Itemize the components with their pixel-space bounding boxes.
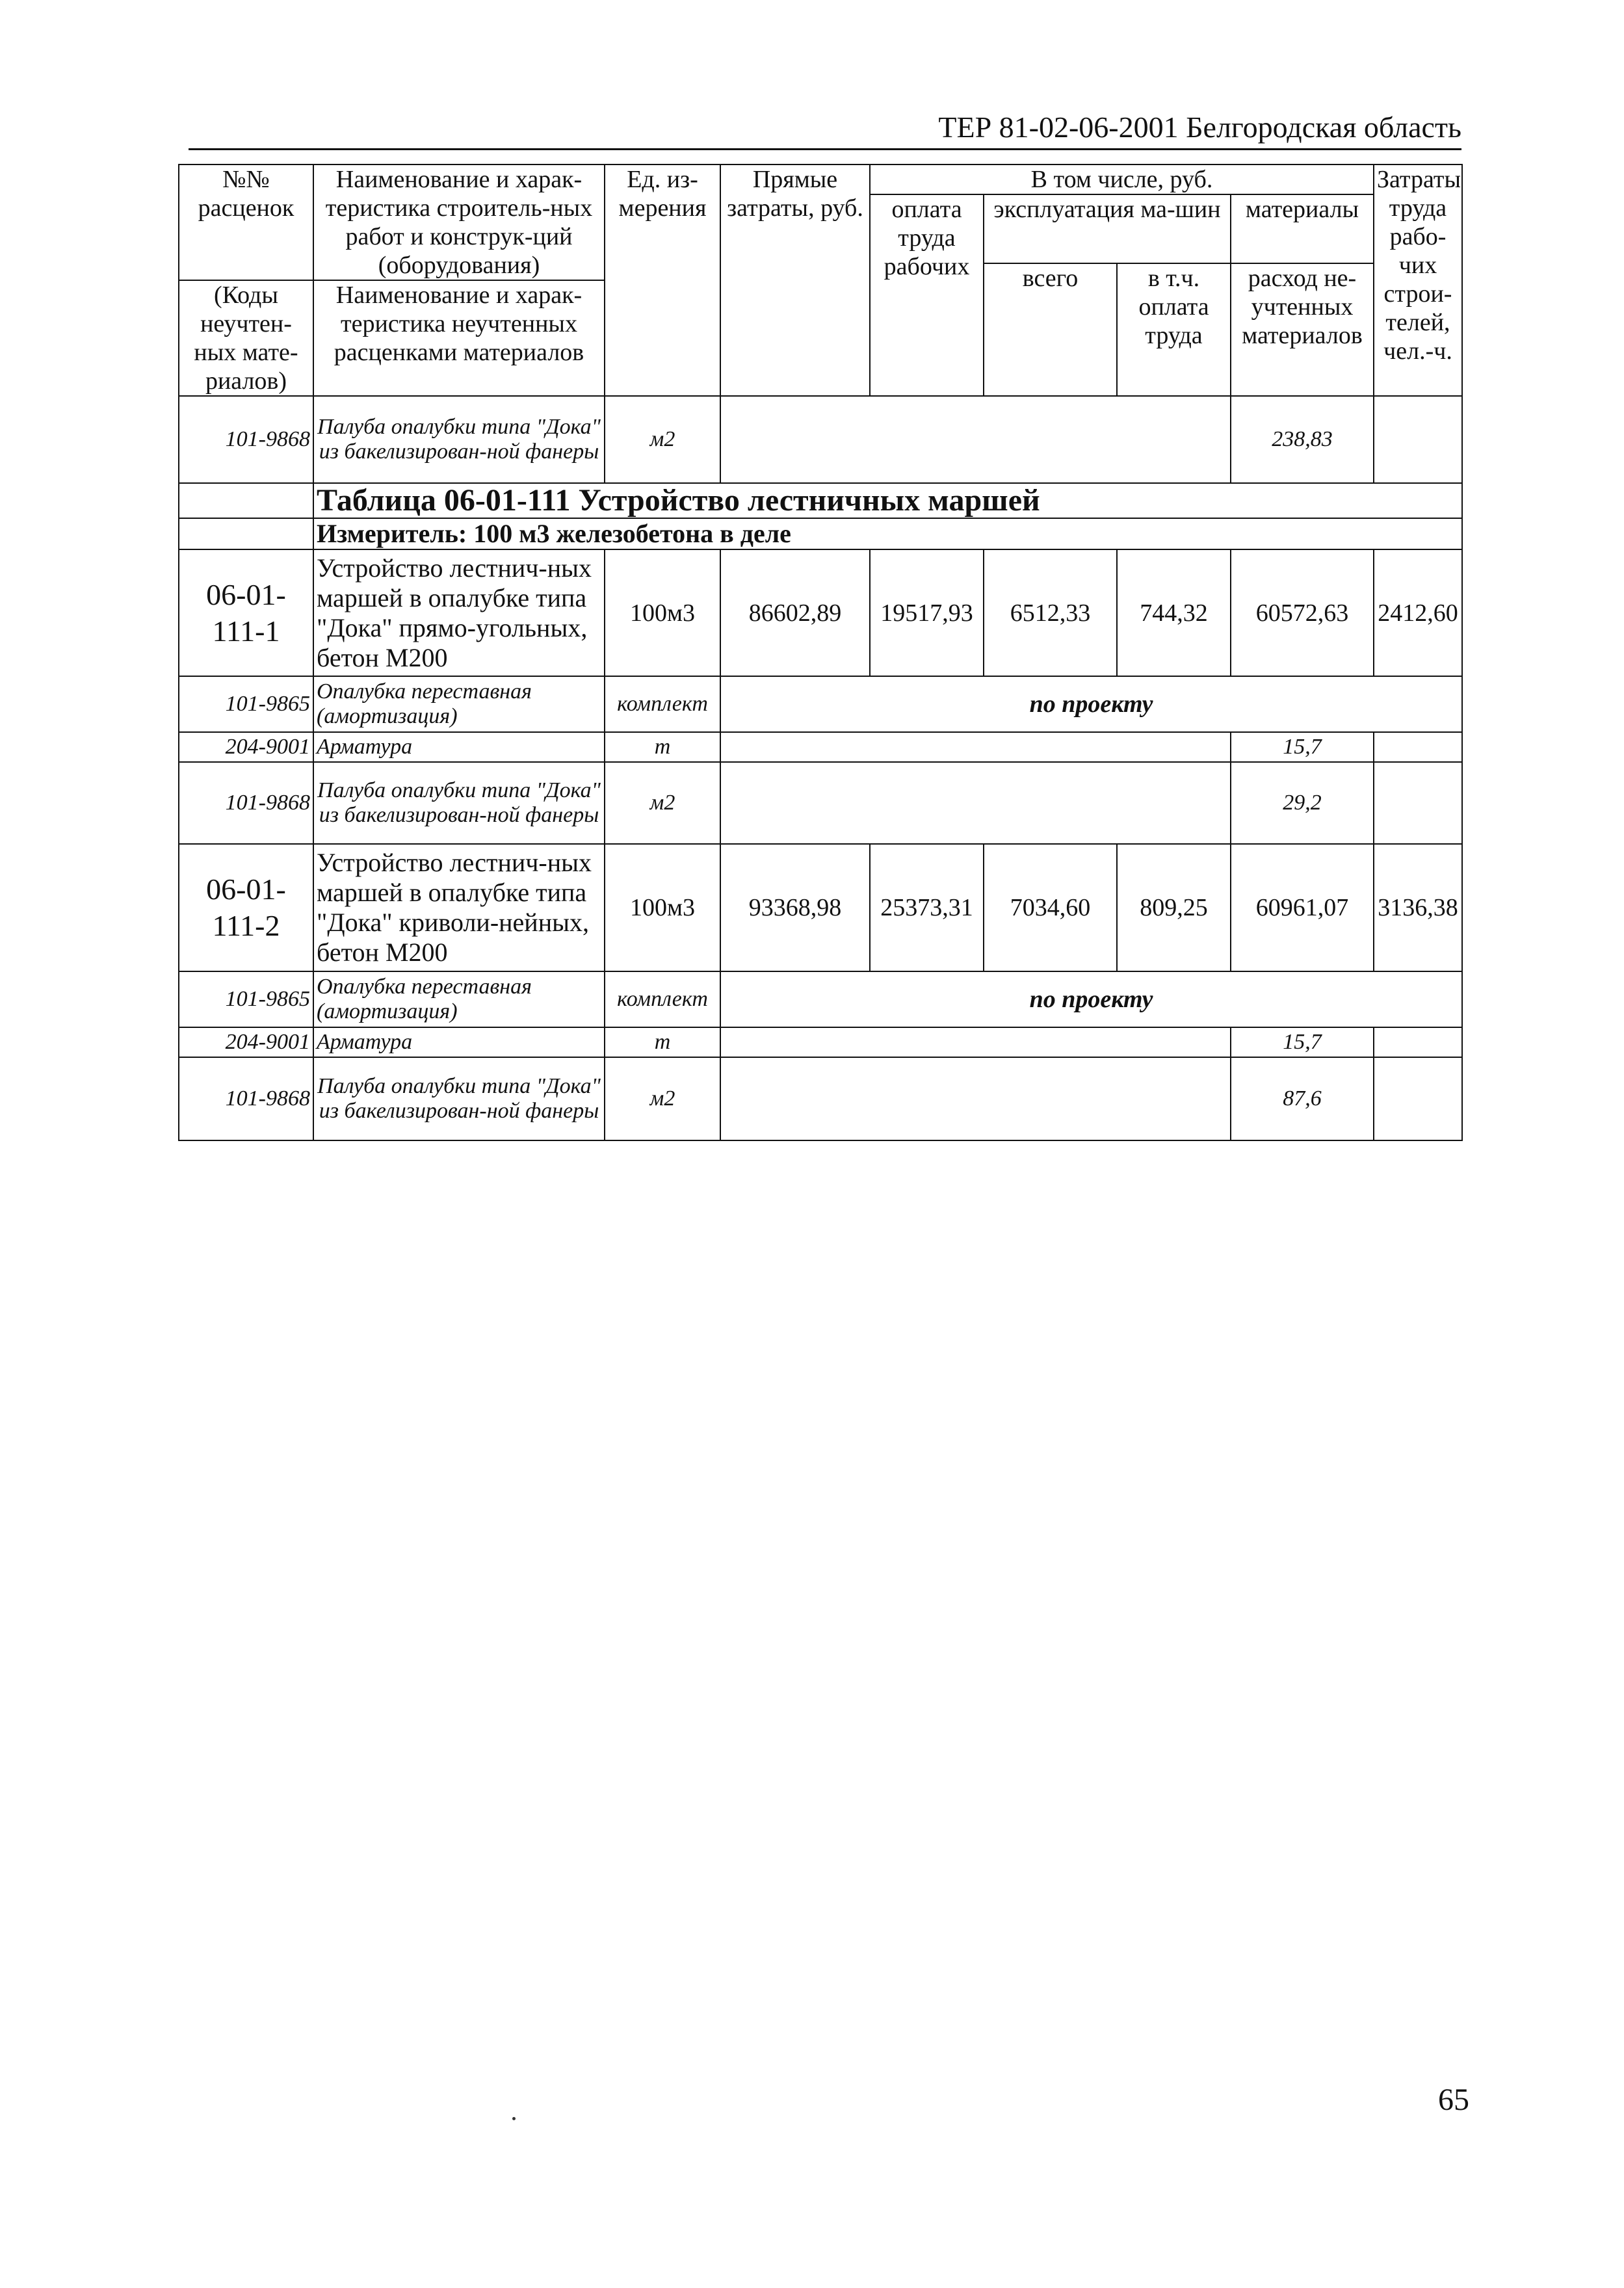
material-name: Палуба опалубки типа "Дока" из бакелизирован-ной фанеры	[313, 762, 605, 844]
material-quantity: 15,7	[1231, 1027, 1374, 1057]
material-quantity: по проекту	[720, 676, 1462, 732]
header-machines-wage: в т.ч. оплата труда	[1117, 263, 1231, 396]
scan-dot	[512, 2117, 516, 2120]
header-code: №№ расценок	[179, 164, 313, 280]
rate-name: Устройство лестнич-ных маршей в опалубке типа "Дока" криволи-нейных, бетон М200	[313, 844, 605, 971]
empty-cell	[1374, 1027, 1462, 1057]
header-name: Наименование и харак-теристика строитель-ных работ и конструк-ций (оборудования)	[313, 164, 605, 280]
material-unit: комплект	[605, 971, 720, 1027]
material-quantity: 238,83	[1231, 396, 1374, 483]
material-name: Опалубка переставная (амортизация)	[313, 676, 605, 732]
direct-costs: 93368,98	[720, 844, 870, 971]
header-including: В том числе, руб.	[870, 164, 1374, 194]
machines-total: 7034,60	[984, 844, 1117, 971]
material-name: Опалубка переставная (амортизация)	[313, 971, 605, 1027]
page-number: 65	[1438, 2083, 1469, 2117]
material-name: Палуба опалубки типа "Дока" из бакелизирован-ной фанеры	[313, 1057, 605, 1140]
header-wage: оплата труда рабочих	[870, 194, 984, 396]
direct-costs: 86602,89	[720, 549, 870, 676]
header-direct-costs: Прямые затраты, руб.	[720, 164, 870, 396]
table-row	[179, 844, 1462, 971]
material-code: 101-9865	[179, 971, 313, 1027]
table-meter: Измеритель: 100 м3 железобетона в деле	[313, 518, 1462, 549]
material-code: 101-9868	[179, 762, 313, 844]
material-quantity: 29,2	[1231, 762, 1374, 844]
material-code: 204-9001	[179, 732, 313, 762]
rate-code: 06-01-111-1	[179, 549, 313, 676]
material-unit: м2	[605, 396, 720, 483]
header-code-alt: (Коды неучтен-ных мате-риалов)	[179, 280, 313, 396]
materials: 60572,63	[1231, 549, 1374, 676]
material-unit: т	[605, 732, 720, 762]
header-machines-total: всего	[984, 263, 1117, 396]
machines-wage: 809,25	[1117, 844, 1231, 971]
material-unit: м2	[605, 762, 720, 844]
empty-cell	[720, 762, 1231, 844]
rates-table	[178, 164, 1463, 1141]
header-machines: эксплуатация ма-шин	[984, 194, 1231, 263]
header-rule	[189, 148, 1461, 150]
material-quantity: 87,6	[1231, 1057, 1374, 1140]
rate-unit: 100м3	[605, 844, 720, 971]
empty-cell	[720, 732, 1231, 762]
wage: 19517,93	[870, 549, 984, 676]
rate-name: Устройство лестнич-ных маршей в опалубке типа "Дока" прямо-угольных, бетон М200	[313, 549, 605, 676]
machines-wage: 744,32	[1117, 549, 1231, 676]
empty-cell	[1374, 396, 1462, 483]
empty-cell	[179, 483, 313, 518]
material-unit: м2	[605, 1057, 720, 1140]
header-unit: Ед. из-мерения	[605, 164, 720, 396]
material-name: Палуба опалубки типа "Дока" из бакелизирован-ной фанеры	[313, 396, 605, 483]
rate-unit: 100м3	[605, 549, 720, 676]
material-name: Арматура	[313, 732, 605, 762]
empty-cell	[1374, 762, 1462, 844]
empty-cell	[720, 396, 1231, 483]
header-labor: Затраты труда рабо-чих строи-телей, чел.-ч.	[1374, 164, 1462, 396]
empty-cell	[179, 518, 313, 549]
materials: 60961,07	[1231, 844, 1374, 971]
header-materials-alt: расход не-учтенных материалов	[1231, 263, 1374, 396]
empty-cell	[720, 1057, 1231, 1140]
header-materials: материалы	[1231, 194, 1374, 263]
page-header: ТЕР 81-02-06-2001 Белгородская область	[938, 111, 1461, 144]
table-row	[179, 549, 1462, 676]
material-code: 101-9868	[179, 1057, 313, 1140]
material-quantity: по проекту	[720, 971, 1462, 1027]
material-unit: комплект	[605, 676, 720, 732]
wage: 25373,31	[870, 844, 984, 971]
rate-code: 06-01-111-2	[179, 844, 313, 971]
labor-cost: 3136,38	[1374, 844, 1462, 971]
material-name: Арматура	[313, 1027, 605, 1057]
material-code: 101-9868	[179, 396, 313, 483]
table-title: Таблица 06-01-111 Устройство лестничных маршей	[313, 483, 1462, 518]
empty-cell	[1374, 732, 1462, 762]
material-quantity: 15,7	[1231, 732, 1374, 762]
machines-total: 6512,33	[984, 549, 1117, 676]
header-name-alt: Наименование и харак-теристика неучтенных расценками материалов	[313, 280, 605, 396]
material-unit: т	[605, 1027, 720, 1057]
labor-cost: 2412,60	[1374, 549, 1462, 676]
empty-cell	[720, 1027, 1231, 1057]
material-code: 101-9865	[179, 676, 313, 732]
empty-cell	[1374, 1057, 1462, 1140]
material-code: 204-9001	[179, 1027, 313, 1057]
